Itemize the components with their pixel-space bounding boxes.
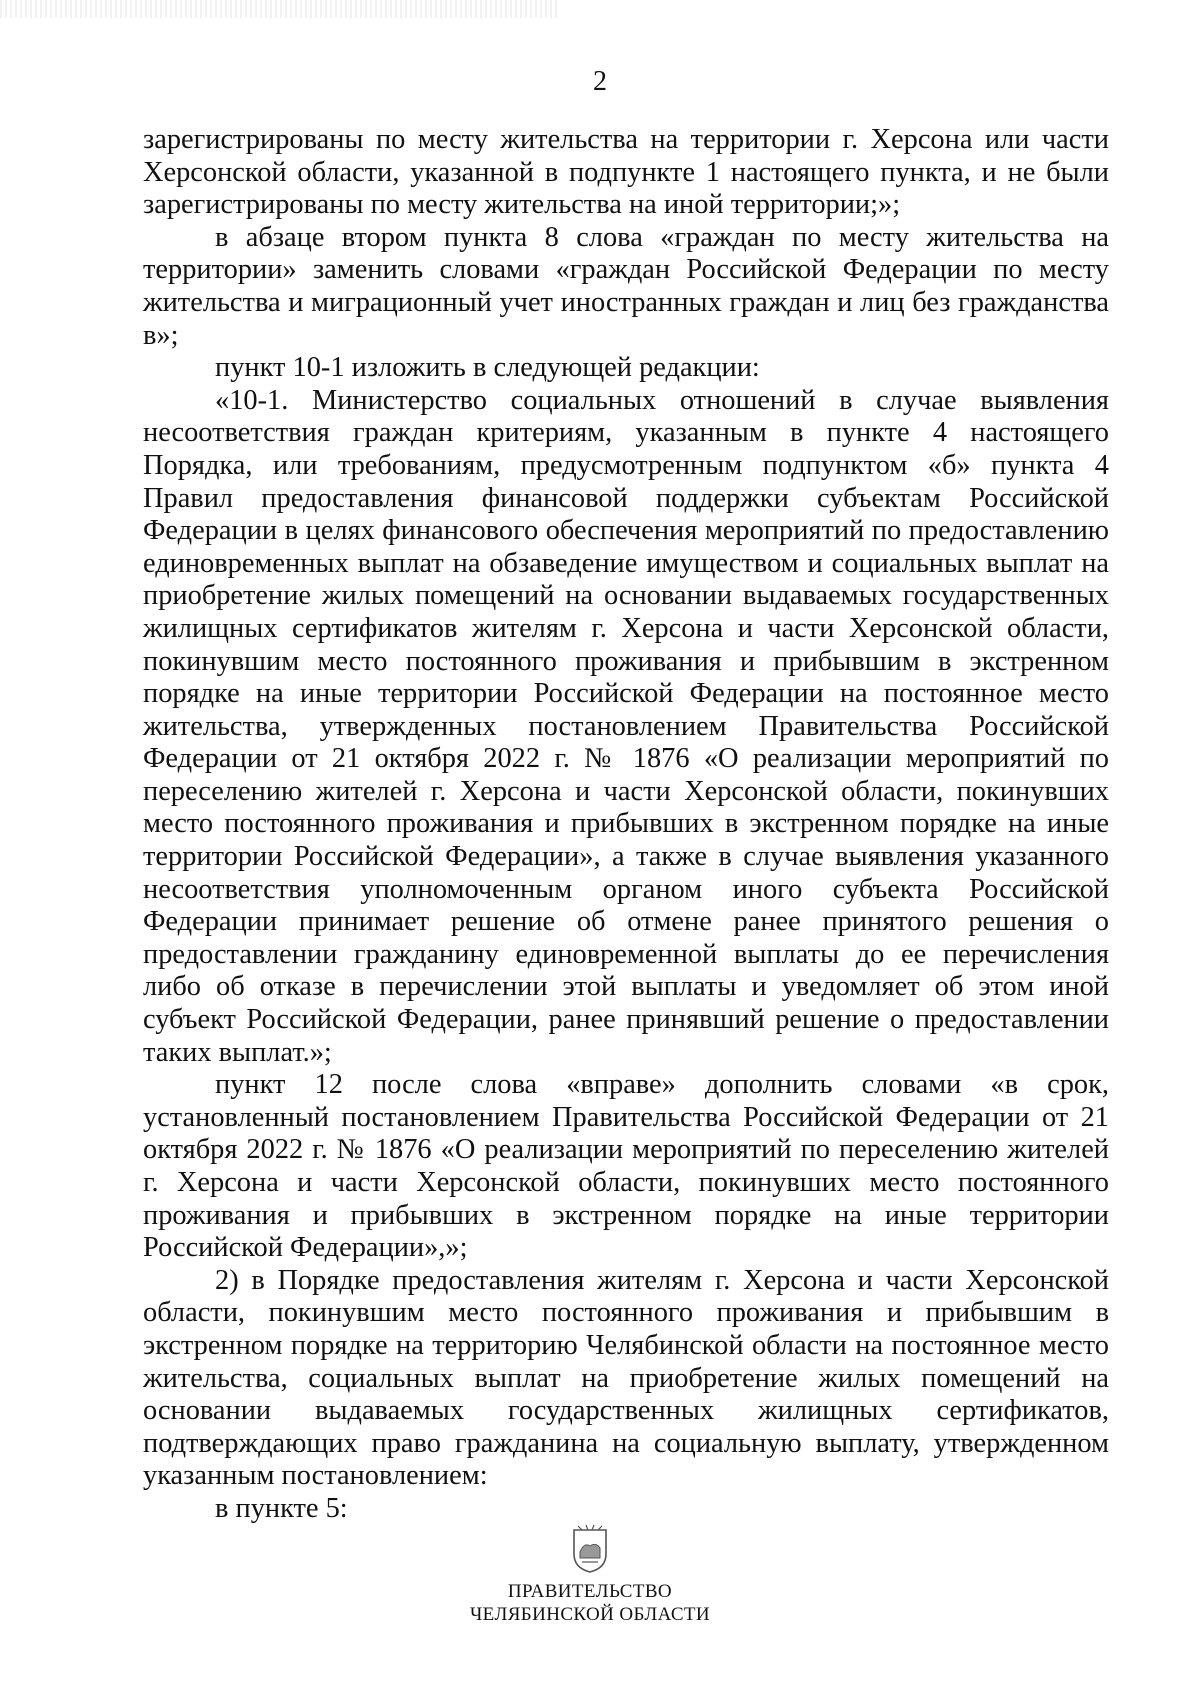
paragraph-clause-8: в абзаце втором пункта 8 слова «граждан по месту жительства на территории» заменить словами «граждан Российской Федерации по месту жительства и миграционный учет иностранных граждан и лиц без гражданства в»; [143, 221, 1109, 351]
stamp-line-2: ЧЕЛЯБИНСКОЙ ОБЛАСТИ [469, 1604, 711, 1625]
document-body [143, 124, 1109, 1526]
government-stamp [440, 1524, 740, 1626]
paragraph-clause-10-1-intro: пункт 10-1 изложить в следующей редакции: [215, 352, 760, 384]
scan-artifact [0, 0, 560, 18]
paragraph-clause-12: пункт 12 после слова «вправе» дополнить словами «в срок, установленный постановлением Правительства Российской Федерации от 21 октября 2022 г. № 1876 «О реализации мероприятий по переселению жителей г. Херсона и части Херсонской области, покинувших место постоянного проживания и прибывших в экстренном порядке на иные территории Российской Федерации»,»; [143, 1069, 1109, 1264]
paragraph-clause-10-1-text: «10-1. Министерство социальных отношений в случае выявления несоответствия граждан критериям, указанным в пункте 4 настоящего Порядка, или требованиям, предусмотренным подпунктом «б» пункта 4 Правил предоставления финансовой поддержки субъектам Российской Федерации в целях финансового обеспечения мероприятий по предоставлению единовременных выплат на обзаведение имуществом и социальных выплат на приобретение жилых помещений на основании выдаваемых государственных жилищных сертификатов жителям г. Херсона и части Херсонской области, покинувшим место постоянного проживания и прибывшим в экстренном порядке на иные территории Российской Федерации на постоянное место жительства, утвержденных постановлением Правительства Российской Федерации от 21 октября 2022 г. № 1876 «О реализации мероприятий по переселению жителей г. Херсона и части Херсонской области, покинувших место постоянного проживания и прибывших в экстренном порядке на иные территории Российской Федерации», а также в случае выявления указанного несоответствия уполномоченным органом иного субъекта Российской Федерации принимает решение об отмене ранее принятого решения о предоставлении гражданину единовременной выплаты до ее перечисления либо об отказе в перечислении этой выплаты и уведомляет об этом иной субъект Российской Федерации, ранее принявший решение о предоставлении таких выплат.»; [143, 384, 1109, 1068]
paragraph-clause-5: в пункте 5: [215, 1492, 348, 1524]
paragraph-continuation: зарегистрированы по месту жительства на территории г. Херсона или части Херсонской области, указанной в подпункте 1 настоящего пункта, и не были зарегистрированы по месту жительства на иной территории;»; [143, 124, 1109, 221]
paragraph-item-2: 2) в Порядке предоставления жителям г. Херсона и части Херсонской области, покинувшим место постоянного проживания и прибывшим в экстренном порядке на территорию Челябинской области на постоянное место жительства, социальных выплат на приобретение жилых помещений на основании выдаваемых государственных жилищных сертификатов, подтверждающих право гражданина на социальную выплату, утвержденном указанным постановлением: [143, 1264, 1109, 1492]
coat-of-arms-icon [570, 1524, 610, 1574]
page-number: 2 [593, 66, 607, 97]
stamp-line-1: ПРАВИТЕЛЬСТВО [507, 1581, 673, 1602]
